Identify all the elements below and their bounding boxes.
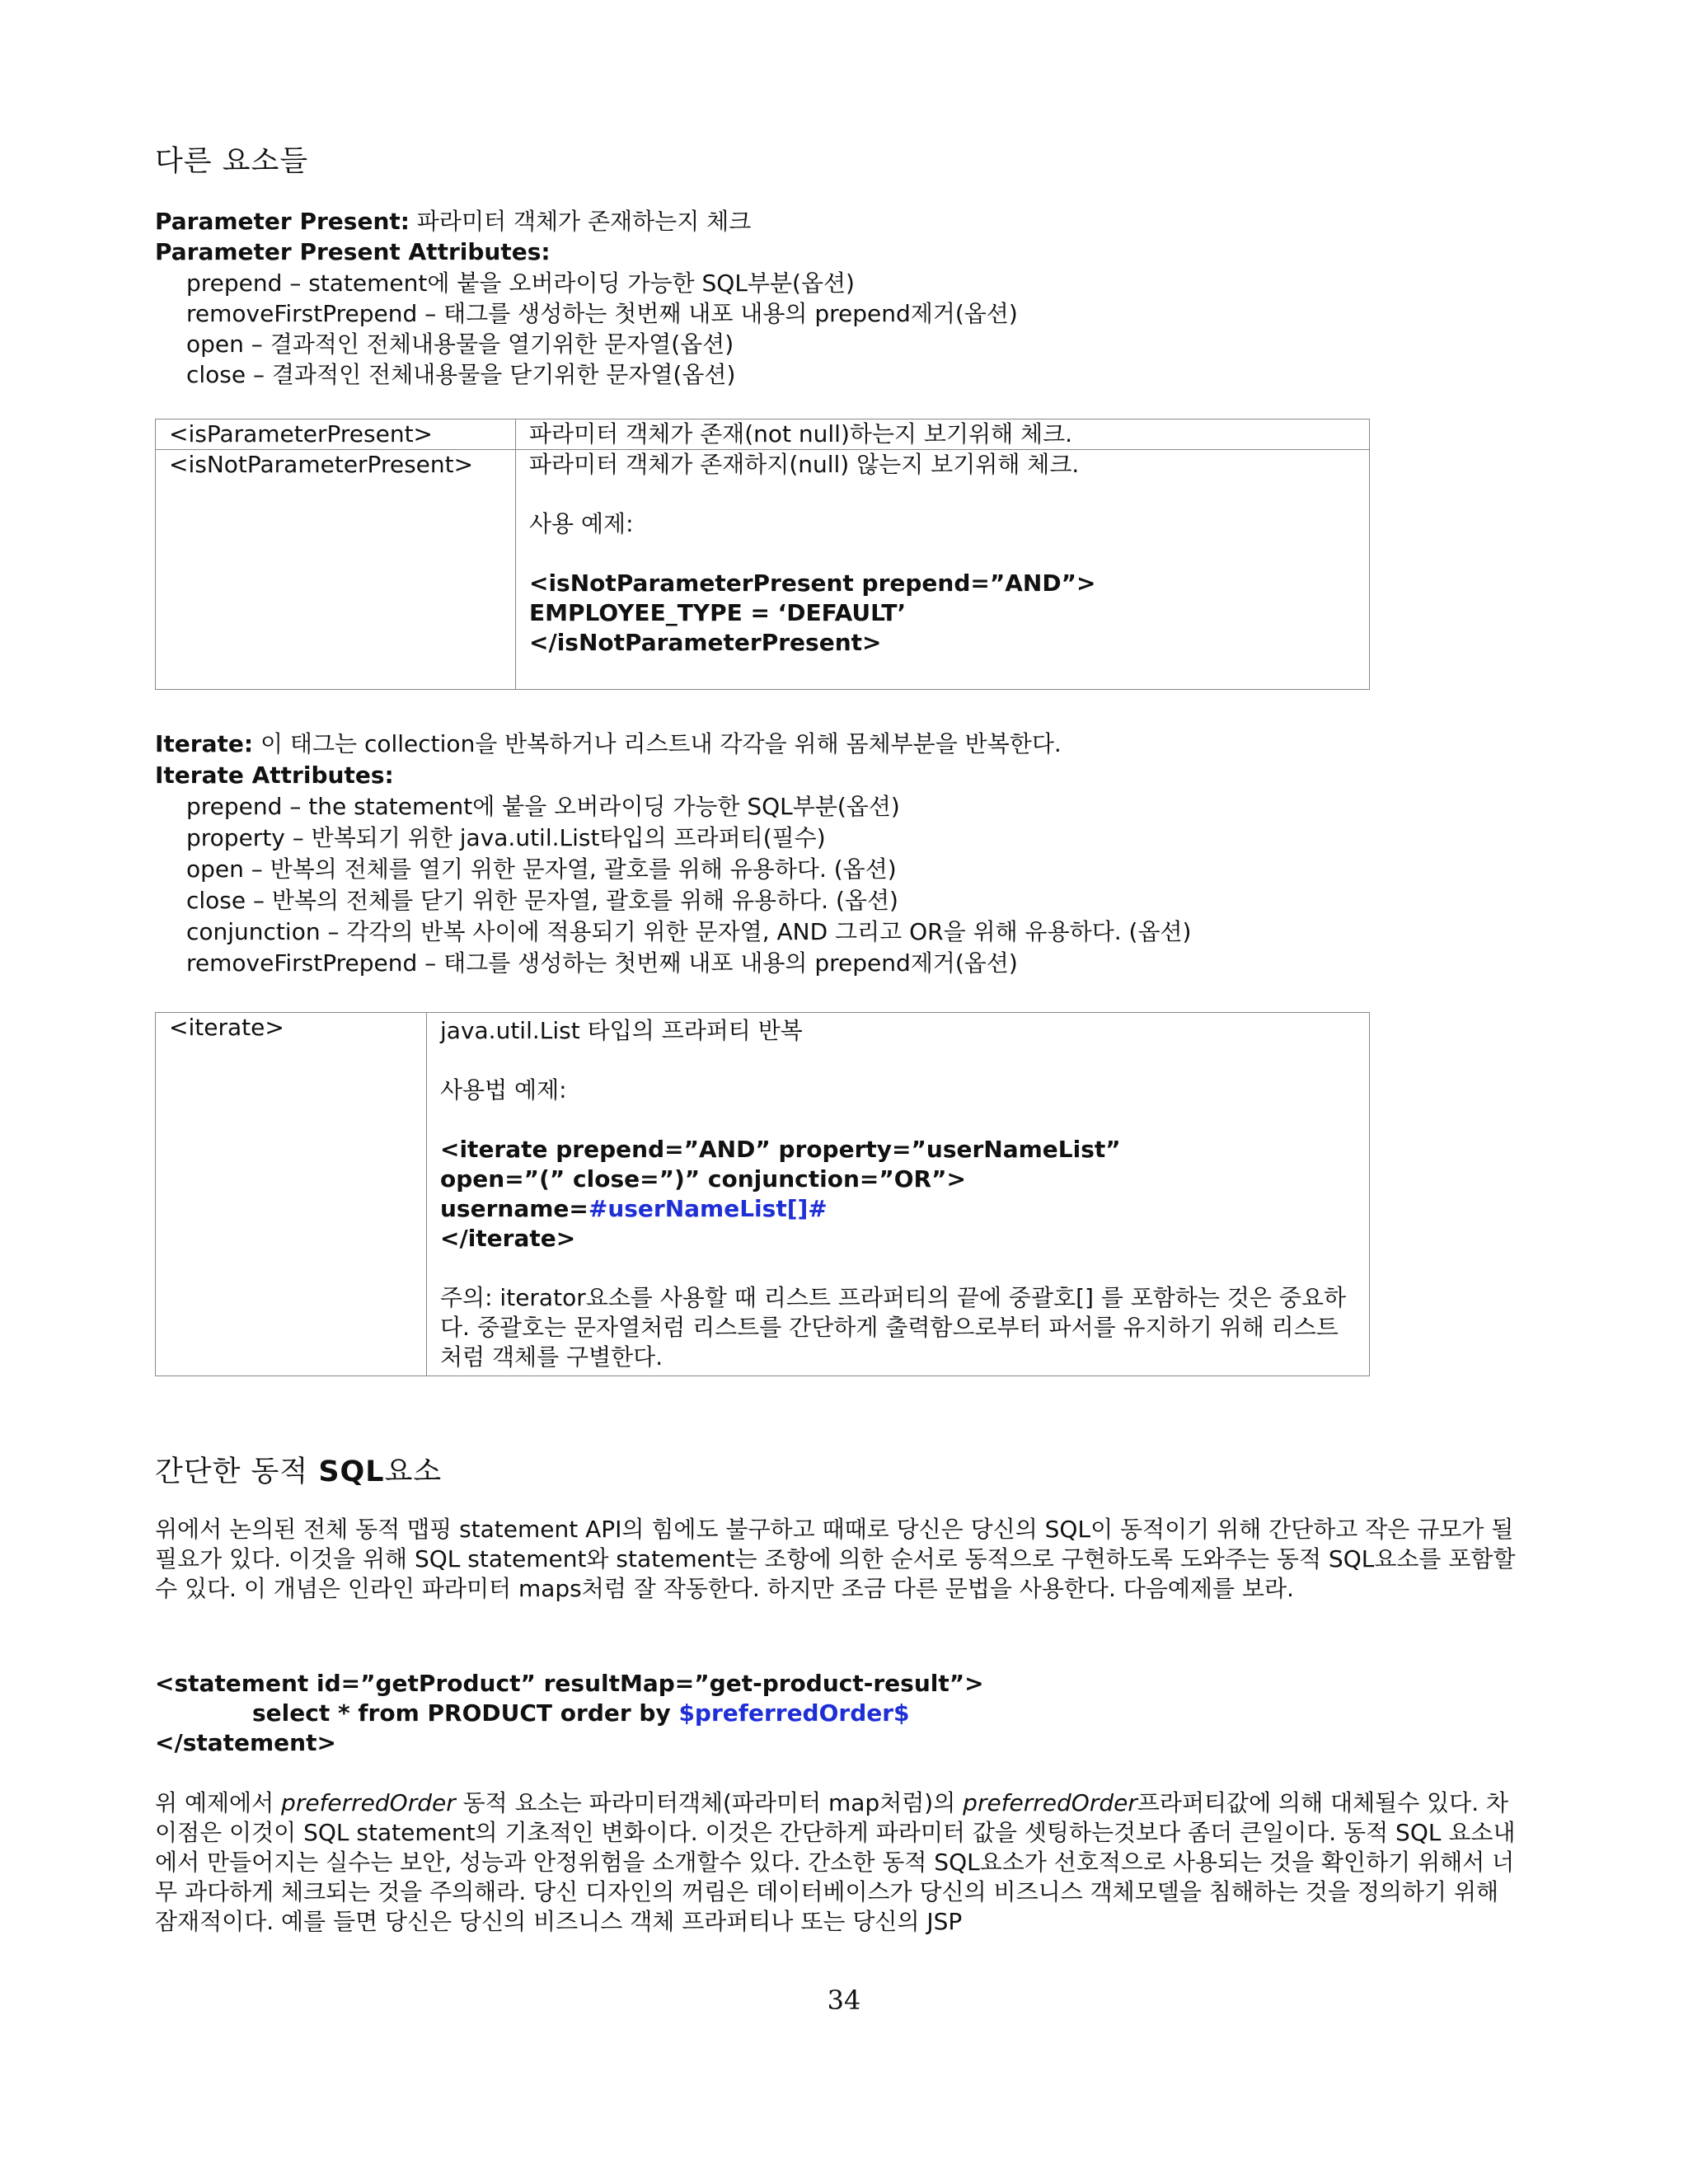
attr-name: removeFirstPrepend xyxy=(186,949,418,977)
attr-desc: – 반복의 전체를 닫기 위한 문자열, 괄호를 위해 유용하다. (옵션) xyxy=(246,887,898,914)
pp-attr-removefirstprepend xyxy=(186,298,1018,329)
table-cell-tag: <isParameterPresent> xyxy=(156,419,516,450)
table-cell-desc: 파라미터 객체가 존재(not null)하는지 보기위해 체크. xyxy=(516,419,1370,450)
parameter-present-label: Parameter Present: xyxy=(155,208,410,235)
attr-name: conjunction xyxy=(186,918,321,945)
attr-name: open xyxy=(186,855,244,883)
para-emphasis: preferredOrder xyxy=(963,1789,1137,1816)
code-line: <isNotParameterPresent prepend=”AND”> xyxy=(529,569,1096,597)
section-heading-simple-dynamic-sql xyxy=(155,1449,442,1490)
code-variable: #userNameList[]# xyxy=(588,1195,828,1222)
it-attr-removefirstprepend xyxy=(186,948,1018,978)
pp-attr-prepend xyxy=(186,268,855,298)
parameter-present-line xyxy=(155,206,751,237)
it-attr-conjunction xyxy=(186,916,1191,947)
attr-desc: – 반복의 전체를 열기 위한 문자열, 괄호를 위해 유용하다. (옵션) xyxy=(243,855,897,883)
paragraph-explanation xyxy=(155,1788,1523,1937)
table-cell-tag: <isNotParameterPresent> xyxy=(156,450,516,690)
attr-desc: – 태그를 생성하는 첫번째 내포 내용의 prepend제거(옵션) xyxy=(417,300,1018,327)
iterate-label: Iterate: xyxy=(155,730,254,757)
attr-desc: – 결과적인 전체내용물을 열기위한 문자열(옵션) xyxy=(243,330,734,358)
attr-name: prepend xyxy=(186,793,283,820)
it-attr-prepend xyxy=(186,791,900,822)
cell-desc-text: java.util.List 타입의 프라퍼티 반복 xyxy=(440,1017,803,1044)
table-row xyxy=(156,419,1370,450)
attr-desc: – statement에 붙을 오버라이딩 가능한 SQL부분(옵션) xyxy=(282,269,855,297)
statement-code-line xyxy=(252,1698,910,1728)
statement-code-line: </statement> xyxy=(155,1729,336,1756)
attr-desc: – 각각의 반복 사이에 적용되기 위한 문자열, AND 그리고 OR을 위해 유용하다. (옵션) xyxy=(320,918,1192,945)
attr-name: removeFirstPrepend xyxy=(186,300,418,327)
attr-desc: – the statement에 붙을 오버라이딩 가능한 SQL부분(옵션) xyxy=(282,793,900,820)
iterate-table xyxy=(155,1012,1370,1376)
para-text: 프라퍼티값에 의해 대체될수 있다. 차이점은 이것이 SQL statement의 기초적인 변화이다. 이것은 간단하게 파라미터 값을 셋팅하는것보다 좀더 큰일이다. 동적 SQL 요소내에서 만들어지는 실수는 보안, 성능과 안정위험을 소개할수 있다. 간소한 동적 SQL요소가 선호적으로 사용되는 것을 확인하기 위해서 너무 과다하게 체크되는 것을 주의해라. 당신 디자인의 꺼림은 데이터베이스가 당신의 비즈니스 객체모델을 침해하는 것을 정의하기 위해 잠재적이다. 예를 들면 당신은 당신의 비즈니스 객체 프라퍼티나 또는 당신의 JSP xyxy=(155,1789,1516,1935)
code-line: open=”(” close=”)” conjunction=”OR”> xyxy=(440,1165,966,1193)
it-attr-close xyxy=(186,885,898,916)
attr-desc: – 반복되기 위한 java.util.List타입의 프라퍼티(필수) xyxy=(284,824,826,851)
iterate-line xyxy=(155,729,1062,759)
attr-name: prepend xyxy=(186,269,283,297)
it-attr-open xyxy=(186,854,897,884)
example-label: 사용 예제: xyxy=(529,510,634,537)
code-line: EMPLOYEE_TYPE = ‘DEFAULT’ xyxy=(529,599,907,626)
code-text: username= xyxy=(440,1195,588,1222)
page-number: 34 xyxy=(827,1985,861,2016)
pp-attr-close xyxy=(186,359,735,390)
heading-prefix: 간단한 동적 xyxy=(155,1455,319,1488)
iterate-note: 주의: iterator요소를 사용할 때 리스트 프라퍼티의 끝에 중괄호[] 를 포함하는 것은 중요하다. 중괄호는 문자열처럼 리스트를 간단하게 출력함으로부터 파서를 유지하기 위해 리스트처럼 객체를 구별한다. xyxy=(440,1284,1347,1371)
heading-suffix: 요소 xyxy=(384,1455,443,1488)
code-line: </isNotParameterPresent> xyxy=(529,629,882,656)
iterate-attributes-label: Iterate Attributes: xyxy=(155,762,394,789)
code-variable: $preferredOrder$ xyxy=(678,1699,910,1727)
example-label: 사용법 예제: xyxy=(440,1076,567,1104)
table-row xyxy=(156,1013,1370,1376)
it-attr-property xyxy=(186,823,826,853)
section-heading-other-elements: 다른 요소들 xyxy=(155,145,309,178)
table-row xyxy=(156,450,1370,690)
attr-name: close xyxy=(186,887,246,914)
pp-attr-open xyxy=(186,329,734,359)
heading-bold: SQL xyxy=(318,1455,385,1488)
code-text: select * from PRODUCT order by xyxy=(252,1699,679,1727)
table-cell-tag: <iterate> xyxy=(156,1013,427,1376)
code-line: <iterate prepend=”AND” property=”userNameList” xyxy=(440,1136,1121,1163)
attr-name: property xyxy=(186,824,285,851)
para-text: 위 예제에서 xyxy=(155,1789,282,1816)
table-cell-desc xyxy=(516,450,1370,690)
para-emphasis: preferredOrder xyxy=(281,1789,456,1816)
attr-desc: – 태그를 생성하는 첫번째 내포 내용의 prepend제거(옵션) xyxy=(417,949,1018,977)
table-cell-desc xyxy=(427,1013,1370,1376)
parameter-present-desc: 파라미터 객체가 존재하는지 체크 xyxy=(409,208,752,235)
statement-code-line: <statement id=”getProduct” resultMap=”get-product-result”> xyxy=(155,1670,984,1697)
code-line xyxy=(440,1194,1356,1224)
code-line: </iterate> xyxy=(440,1225,576,1252)
attr-desc: – 결과적인 전체내용물을 닫기위한 문자열(옵션) xyxy=(246,361,736,388)
parameter-present-attributes-label: Parameter Present Attributes: xyxy=(155,238,551,265)
paragraph-intro: 위에서 논의된 전체 동적 맵핑 statement API의 힘에도 불구하고 때때로 당신은 당신의 SQL이 동적이기 위해 간단하고 작은 규모가 될 필요가 있다. 이것을 위해 SQL statement와 statement는 조항에 의한 순서로 동적으로 구현하도록 도와주는 동적 SQL요소를 포함할수 있다. 이 개념은 인라인 파라미터 maps처럼 잘 작동한다. 하지만 조금 다른 문법을 사용한다. 다음예제를 보라. xyxy=(155,1516,1516,1602)
parameter-present-table xyxy=(155,419,1370,690)
cell-desc-text: 파라미터 객체가 존재하지(null) 않는지 보기위해 체크. xyxy=(529,451,1080,478)
para-text: 동적 요소는 파라미터객체(파라미터 map처럼)의 xyxy=(455,1789,964,1816)
iterate-desc: 이 태그는 collection을 반복하거나 리스트내 각각을 위해 몸체부분을 반복한다. xyxy=(253,730,1062,757)
attr-name: open xyxy=(186,330,244,358)
attr-name: close xyxy=(186,361,246,388)
